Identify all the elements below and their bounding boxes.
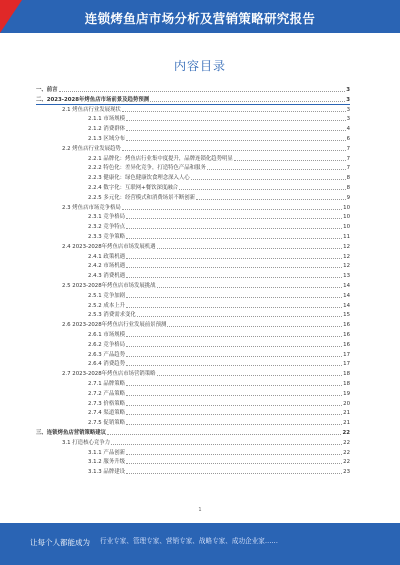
toc-leader-dots — [126, 346, 342, 347]
toc-entry-label: 2.7.5 促销策略 — [88, 420, 125, 427]
toc-leader-dots — [207, 169, 346, 170]
toc-entry-label: 2.2.5 多元化：经营模式和消费场景不断创新 — [88, 194, 196, 201]
toc-entry-label: 2.4.3 消费机遇 — [88, 273, 125, 280]
toc-leader-dots — [122, 209, 342, 210]
toc-entry-page: 22 — [343, 439, 350, 446]
toc-entry-page: 16 — [343, 322, 350, 329]
toc-entry-page: 18 — [343, 371, 350, 378]
toc-leader-dots — [126, 307, 342, 308]
toc-entry-label: 2.1.3 区域分布 — [88, 136, 125, 142]
toc-entry[interactable] — [88, 262, 350, 270]
toc-entry-label: 2.2.2 特色化：差异化竞争，打造特色产品和服务 — [88, 165, 206, 172]
toc-leader-dots — [111, 444, 342, 445]
toc-leader-dots — [167, 326, 342, 327]
toc-leader-dots — [126, 356, 342, 357]
footer-slogan: 让每个人都能成为 — [30, 538, 90, 547]
toc-entry-label: 3.1 打造核心竞争力 — [62, 439, 111, 446]
toc-entry-page: 12 — [343, 243, 350, 250]
toc-entry-page: 7 — [346, 165, 350, 172]
toc-entry-label: 3.1.1 产品创新 — [88, 449, 125, 456]
toc-entry-label: 2.4.1 政策机遇 — [88, 253, 125, 260]
toc-leader-dots — [191, 179, 346, 180]
toc-entry-page: 19 — [343, 390, 350, 397]
toc-entry-label: 2.3.3 竞争策略 — [88, 234, 125, 240]
toc-leader-dots — [126, 228, 342, 229]
toc-leader-dots — [126, 385, 342, 386]
toc-entry-label: 一、前言 — [36, 87, 58, 93]
toc-leader-dots — [126, 395, 342, 396]
toc-entry[interactable] — [62, 282, 350, 290]
toc-entry-label: 2.7.3 价格策略 — [88, 400, 125, 407]
toc-entry-page: 9 — [346, 194, 350, 201]
toc-entry-label: 2.6.4 消费趋势 — [88, 361, 125, 368]
toc-leader-dots — [126, 336, 342, 337]
toc-leader-dots — [126, 258, 342, 259]
toc-entry-page: 18 — [343, 381, 350, 387]
toc-entry[interactable] — [88, 125, 350, 133]
toc-entry-page: 7 — [346, 145, 350, 152]
toc-entry-page: 10 — [343, 204, 350, 211]
toc-leader-dots — [126, 424, 342, 425]
toc-entry[interactable] — [62, 106, 350, 114]
toc-entry[interactable] — [88, 233, 350, 241]
toc-entry[interactable] — [62, 243, 350, 251]
toc-leader-dots — [126, 463, 342, 464]
toc-entry[interactable] — [62, 145, 350, 153]
toc-entry-label: 2.5.2 成本上升 — [88, 302, 125, 309]
toc-entry-label: 2.6.3 产品趋势 — [88, 351, 125, 358]
toc-leader-dots — [126, 473, 342, 474]
toc-leader-dots — [126, 365, 342, 366]
toc-leader-dots — [126, 267, 342, 268]
toc-entry[interactable] — [88, 115, 350, 123]
toc-leader-dots — [126, 414, 342, 415]
toc-entry-label: 二、2023-2028年烤鱼店市场前景及趋势预测 — [36, 96, 150, 103]
toc-entry-label: 2.2.3 健康化：绿色健康饮食理念深入人心 — [88, 175, 190, 182]
toc-entry-page: 23 — [343, 469, 350, 476]
toc-entry[interactable] — [88, 272, 350, 280]
toc-entry-label: 2.5.1 竞争加剧 — [88, 292, 125, 299]
toc-entry-page: 17 — [343, 361, 350, 368]
toc-leader-dots — [122, 150, 346, 151]
toc-entry-page: 13 — [343, 273, 350, 280]
toc-entry-label: 2.3 烤鱼店市场竞争格局 — [62, 204, 121, 211]
toc-entry[interactable] — [62, 370, 350, 378]
toc-entry-page: 15 — [343, 312, 350, 319]
toc-entry[interactable] — [88, 253, 350, 261]
toc-entry[interactable] — [36, 429, 350, 437]
toc-entry-page: 22 — [342, 430, 350, 436]
toc-leader-dots — [157, 248, 343, 249]
toc-entry[interactable] — [88, 390, 350, 398]
toc-leader-dots — [234, 160, 346, 161]
toc-leader-dots — [126, 120, 346, 121]
toc-entry[interactable] — [88, 380, 350, 388]
toc-entry[interactable] — [62, 439, 350, 447]
toc-entry[interactable] — [88, 174, 350, 182]
toc-entry-page: 8 — [346, 175, 350, 182]
toc-entry-page: 21 — [343, 410, 350, 417]
toc-entry-label: 2.6.2 竞争格局 — [88, 341, 125, 348]
toc-leader-dots — [126, 130, 346, 131]
toc-leader-dots — [107, 434, 341, 435]
toc-entry-label: 3.1.2 服务升级 — [88, 459, 125, 466]
toc-entry[interactable] — [62, 204, 350, 212]
toc-entry[interactable] — [88, 458, 350, 466]
toc-entry[interactable] — [88, 360, 350, 368]
toc-entry-page: 22 — [343, 449, 350, 456]
toc-entry-page: 3 — [346, 106, 350, 113]
document-title: 连锁烤鱼店市场分析及营销策略研究报告 — [84, 11, 316, 26]
toc-entry-page: 16 — [343, 341, 350, 348]
toc-leader-dots — [126, 277, 342, 278]
toc-leader-dots — [157, 375, 343, 376]
toc-entry[interactable] — [88, 468, 350, 476]
toc-entry[interactable] — [88, 213, 350, 221]
toc-leader-dots — [126, 218, 342, 219]
toc-entry-label: 2.6 2023-2028年烤鱼店行业发展前景预测 — [62, 322, 167, 329]
footer-tagline: 行业专家、管理专家、营销专家、战略专家、成功企业家…… — [100, 537, 279, 545]
toc-entry[interactable] — [88, 331, 350, 339]
toc-entry-label: 2.1.2 消费群体 — [88, 126, 125, 133]
toc-leader-dots — [122, 111, 346, 112]
toc-entry-page: 10 — [343, 214, 350, 221]
toc-entry-label: 2.6.1 市场规模 — [88, 332, 125, 338]
toc-entry-page: 11 — [343, 234, 350, 240]
footer-banner — [0, 523, 400, 565]
toc-entry[interactable] — [36, 96, 350, 104]
toc-entry-label: 三、连锁烤鱼店营销策略建议 — [36, 430, 107, 436]
toc-entry-page: 12 — [343, 263, 350, 270]
toc-entry-label: 2.5 2023-2028年烤鱼店市场发展挑战 — [62, 283, 156, 289]
toc-entry[interactable] — [88, 155, 350, 163]
toc-leader-dots — [179, 189, 346, 190]
toc-entry[interactable] — [88, 164, 350, 172]
toc-entry[interactable] — [88, 311, 350, 319]
toc-leader-dots — [126, 140, 346, 141]
toc-entry-label: 2.5.3 消费需求变化 — [88, 312, 136, 319]
toc-entry-label: 2.1.1 市场规模 — [88, 116, 125, 123]
toc-entry[interactable] — [88, 419, 350, 427]
toc-entry[interactable] — [88, 341, 350, 349]
toc-entry[interactable] — [88, 409, 350, 417]
toc-entry-label: 2.2.4 数字化：互联网+餐饮深度融合 — [88, 185, 179, 191]
toc-entry-page: 17 — [343, 351, 350, 358]
toc-entry[interactable] — [88, 223, 350, 231]
toc-entry-page: 12 — [343, 253, 350, 260]
toc-leader-dots — [137, 316, 342, 317]
toc-entry-label: 3.1.3 品牌建设 — [88, 469, 125, 476]
toc-entry-page: 14 — [343, 292, 350, 299]
toc-entry-label: 2.3.2 竞争特点 — [88, 224, 125, 231]
toc-entry[interactable] — [62, 321, 350, 329]
toc-leader-dots — [126, 297, 342, 298]
toc-entry-page: 8 — [346, 185, 350, 191]
toc-entry-label: 2.2 烤鱼店行业发展趋势 — [62, 145, 121, 152]
toc-leader-dots — [126, 454, 342, 455]
toc-entry-page: 3 — [346, 87, 350, 93]
toc-entry-label: 2.7.2 产品策略 — [88, 390, 125, 397]
page-number: 1 — [198, 507, 202, 513]
toc-entry-label: 2.7.1 品牌策略 — [88, 381, 125, 387]
toc-entry[interactable] — [88, 351, 350, 359]
toc-entry[interactable] — [88, 292, 350, 300]
toc-entry-label: 2.7.4 渠道策略 — [88, 410, 125, 417]
toc-entry-page: 4 — [346, 126, 350, 133]
toc-leader-dots — [126, 238, 342, 239]
header-banner — [0, 0, 400, 33]
toc-entry-label: 2.3.1 竞争格局 — [88, 214, 125, 221]
toc-entry[interactable] — [88, 400, 350, 408]
toc-entry-label: 2.4 2023-2028年烤鱼店市场发展机遇 — [62, 243, 156, 250]
toc-heading: 内容目录 — [173, 59, 226, 73]
toc-leader-dots — [126, 405, 342, 406]
toc-entry[interactable] — [36, 86, 350, 94]
toc-entry-page: 21 — [343, 420, 350, 427]
toc-entry-page: 16 — [343, 332, 350, 338]
toc-entry-page: 20 — [343, 400, 350, 407]
toc-entry-page: 22 — [343, 459, 350, 466]
toc-entry[interactable] — [88, 194, 350, 202]
toc-entry-label: 2.7 2023-2028年烤鱼店市场营销策略 — [62, 371, 156, 378]
toc-entry-label: 2.2.1 品牌化：烤鱼店行业集中度提升，品牌连锁化趋势明显 — [88, 155, 233, 162]
toc-entry-page: 14 — [343, 283, 350, 289]
toc-entry-page: 6 — [346, 136, 350, 142]
toc-entry-label: 2.4.2 市场机遇 — [88, 263, 125, 270]
toc-entry[interactable] — [88, 135, 350, 143]
toc-leader-dots — [157, 287, 343, 288]
toc-leader-dots — [59, 91, 346, 92]
toc-entry-page: 14 — [343, 302, 350, 309]
toc-entry-page: 7 — [346, 155, 350, 162]
toc-entry[interactable] — [88, 449, 350, 457]
toc-entry[interactable] — [88, 302, 350, 310]
toc-entry-page: 3 — [346, 96, 350, 103]
toc-entry[interactable] — [88, 184, 350, 192]
toc-leader-dots — [150, 101, 345, 102]
toc-entry-page: 3 — [346, 116, 350, 123]
toc-entry-page: 10 — [343, 224, 350, 231]
toc-entry-label: 2.1 烤鱼店行业发展现状 — [62, 106, 121, 113]
toc-leader-dots — [196, 199, 345, 200]
